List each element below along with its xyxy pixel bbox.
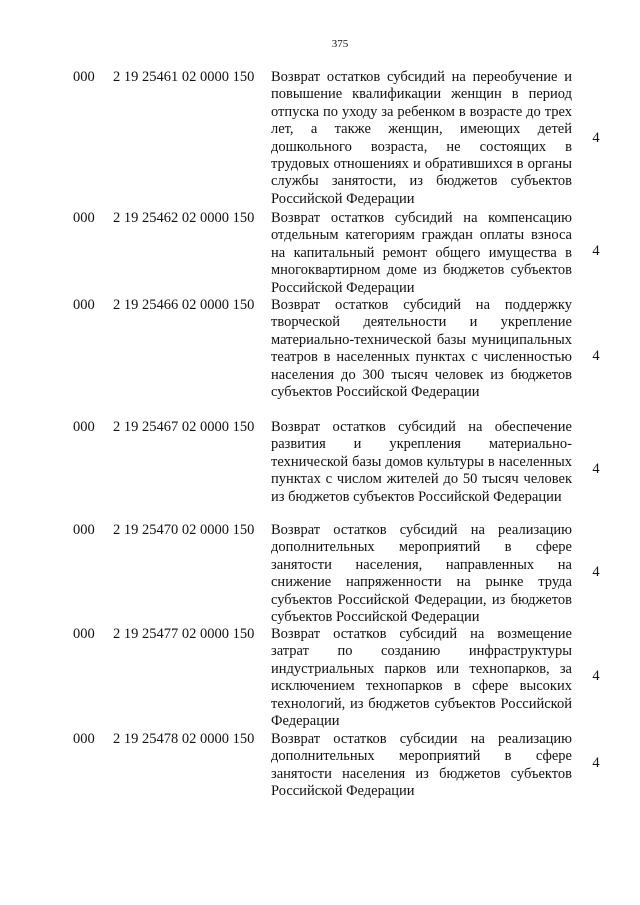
- budget-classification-code: 2 19 25462 02 0000 150: [113, 210, 255, 226]
- row-description: Возврат остатков субсидий на возмещение затрат по созданию инфраструктуры индустриальных парков или технопарков, за исключением технопарков в сфере высоких технологий, из бюджетов субъектов Российской Федерации: [271, 626, 572, 730]
- row-description: Возврат остатков субсидий на обеспечение развития и укрепления материально-технической базы домов культуры в населенных пунктах с числом жителей до 50 тысяч человек из бюджетов субъектов Российской Федерации: [271, 419, 572, 505]
- page-number: 375: [331, 38, 349, 50]
- row-description: Возврат остатков субсидии на реализацию дополнительных мероприятий в сфере занятости населения из бюджетов субъектов Российской Федерации: [271, 731, 572, 800]
- budget-classification-code: 2 19 25477 02 0000 150: [113, 626, 255, 642]
- row-value: 4: [592, 755, 600, 771]
- admin-code: 000: [73, 297, 95, 313]
- admin-code: 000: [73, 522, 95, 538]
- row-value: 4: [592, 348, 600, 364]
- budget-classification-code: 2 19 25478 02 0000 150: [113, 731, 255, 747]
- admin-code: 000: [73, 69, 95, 85]
- budget-classification-code: 2 19 25467 02 0000 150: [113, 419, 255, 435]
- row-value: 4: [592, 564, 600, 580]
- budget-classification-code: 2 19 25461 02 0000 150: [113, 69, 255, 85]
- row-description: Возврат остатков субсидий на поддержку творческой деятельности и укрепление материально-технической базы муниципальных театров в населенных пунктах с численностью населения до 300 тысяч человек из бюджетов субъектов Российской Федерации: [271, 297, 572, 401]
- row-value: 4: [592, 130, 600, 146]
- budget-classification-code: 2 19 25466 02 0000 150: [113, 297, 255, 313]
- row-value: 4: [592, 243, 600, 259]
- row-value: 4: [592, 668, 600, 684]
- admin-code: 000: [73, 731, 95, 747]
- admin-code: 000: [73, 419, 95, 435]
- admin-code: 000: [73, 626, 95, 642]
- admin-code: 000: [73, 210, 95, 226]
- row-description: Возврат остатков субсидий на реализацию дополнительных мероприятий в сфере занятости населения, направленных на снижение напряженности на рынке труда субъектов Российской Федерации, из бюджетов субъектов Российской Федерации: [271, 522, 572, 626]
- row-description: Возврат остатков субсидий на переобучение и повышение квалификации женщин в период отпуска по уходу за ребенком в возрасте до трех лет, а также женщин, имеющих детей дошкольного возраста, не состоящих в трудовых отношениях и обратившихся в органы службы занятости, из бюджетов субъектов Российской Федерации: [271, 69, 572, 207]
- row-value: 4: [592, 461, 600, 477]
- row-description: Возврат остатков субсидий на компенсацию отдельным категориям граждан оплаты взноса на капитальный ремонт общего имущества в многоквартирном доме из бюджетов субъектов Российской Федерации: [271, 210, 572, 296]
- budget-classification-code: 2 19 25470 02 0000 150: [113, 522, 255, 538]
